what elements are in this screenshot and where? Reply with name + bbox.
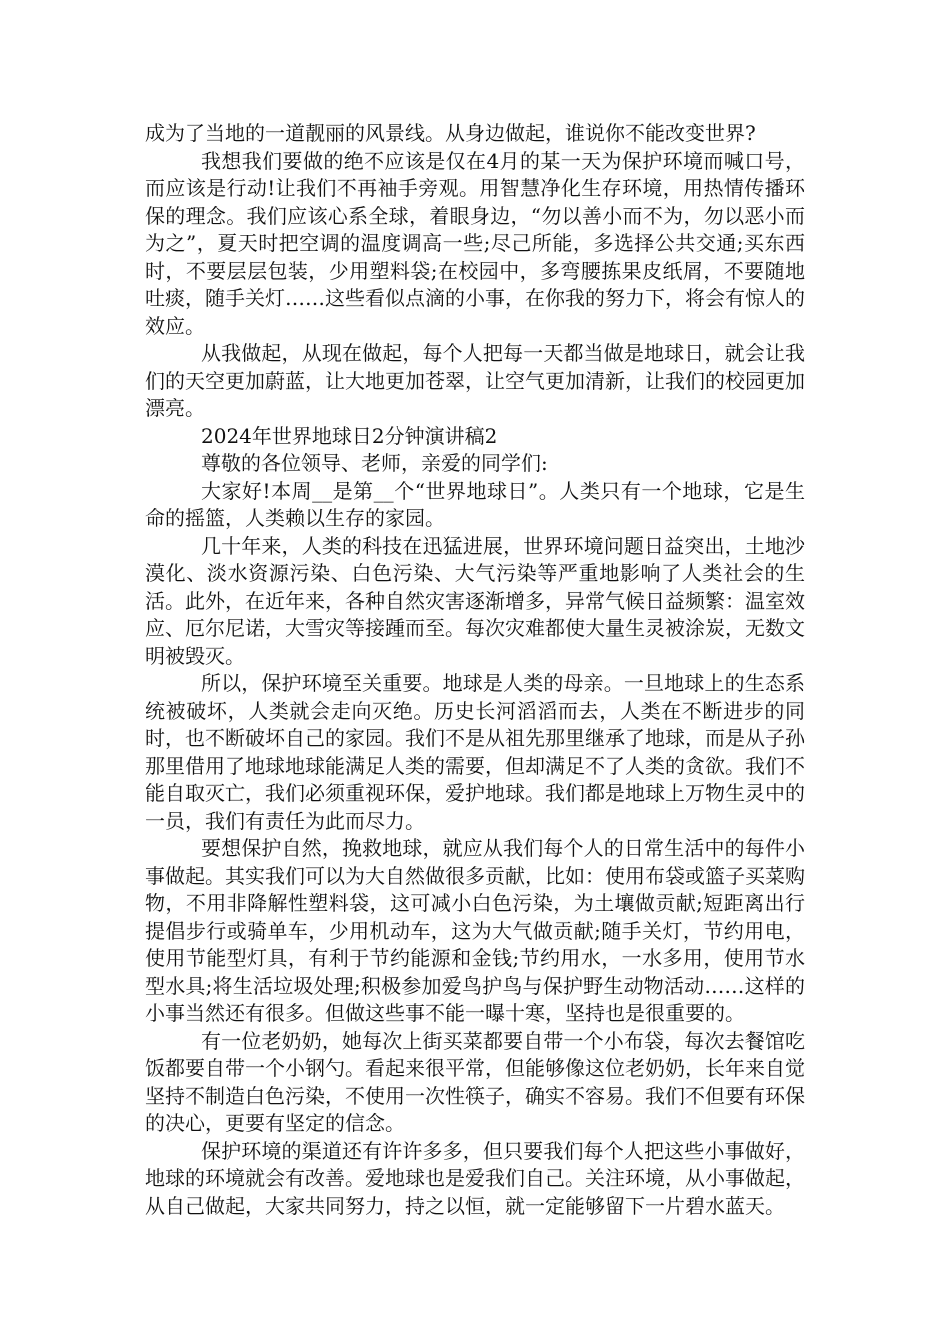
paragraph-2: 我想我们要做的绝不应该是仅在4月的某一天为保护环境而喊口号，而应该是行动!让我们不再袖手旁观。用智慧净化生存环境，用热情传播环保的理念。我们应该心系全球，着眼身边，“勿以善小而不为，勿以恶小而为之”，夏天时把空调的温度调高一些;尽己所能，多选择公共交通;买东西时，不要层层包装，少用塑料袋;在校园中，多弯腰拣果皮纸屑，不要随地吐痰，随手关灯……这些看似点滴的小事，在你我的努力下，将会有惊人的效应。 [145, 148, 805, 338]
speech-title: 2024年世界地球日2分钟演讲稿2 [201, 423, 498, 448]
paragraph-6: 大家好!本周__是第__个“世界地球日”。人类只有一个地球，它是生命的摇篮，人类赖以生存的家园。 [145, 478, 805, 530]
paragraph-3: 从我做起，从现在做起，每个人把每一天都当做是地球日，就会让我们的天空更加蔚蓝，让大地更加苍翠，让空气更加清新，让我们的校园更加漂亮。 [145, 341, 805, 420]
paragraph-11: 保护环境的渠道还有许许多多，但只要我们每个人把这些小事做好，地球的环境就会有改善。爱地球也是爱我们自己。关注环境，从小事做起，从自己做起，大家共同努力，持之以恒，就一定能够留下一片碧水蓝天。 [145, 1138, 805, 1218]
salutation: 尊敬的各位领导、老师，亲爱的同学们: [201, 451, 548, 475]
paragraph-10: 有一位老奶奶，她每次上街买菜都要自带一个小布袋，每次去餐馆吃饭都要自带一个小钢勺。看起来很平常，但能够像这位老奶奶，长年来自觉坚持不制造白色污染，不使用一次性筷子，确实不容易。我们不但要有环保的决心，更要有坚定的信念。 [145, 1028, 805, 1135]
paragraph-1: 成为了当地的一道靓丽的风景线。从身边做起，谁说你不能改变世界? [145, 121, 756, 145]
paragraph-8: 所以，保护环境至关重要。地球是人类的母亲。一旦地球上的生态系统被破坏，人类就会走向灭绝。历史长河滔滔而去，人类在不断进步的同时，也不断破坏自己的家园。我们不是从祖先那里继承了地球，而是从子孙那里借用了地球地球能满足人类的需要，但却满足不了人类的贪欲。我们不能自取灭亡，我们必须重视环保，爱护地球。我们都是地球上万物生灵中的一员，我们有责任为此而尽力。 [145, 671, 805, 833]
paragraph-7: 几十年来，人类的科技在迅猛进展，世界环境问题日益突出，土地沙漠化、淡水资源污染、白色污染、大气污染等严重地影响了人类社会的生活。此外，在近年来，各种自然灾害逐渐增多，异常气候日益频繁：温室效应、厄尔尼诺，大雪灾等接踵而至。每次灾难都使大量生灵被涂炭，无数文明被毁灭。 [145, 533, 805, 668]
paragraph-9: 要想保护自然，挽救地球，就应从我们每个人的日常生活中的每件小事做起。其实我们可以为大自然做很多贡献，比如：使用布袋或篮子买菜购物，不用非降解性塑料袋，这可减小白色污染，为土壤做贡献;短距离出行提倡步行或骑单车，少用机动车，这为大气做贡献;随手关灯，节约用电，使用节能型灯具，有利于节约能源和金钱;节约用水，一水多用，使用节水型水具;将生活垃圾处理;积极参加爱鸟护鸟与保护野生动物活动……这样的小事当然还有很多。但做这些事不能一曝十寒，坚持也是很重要的。 [145, 836, 805, 1025]
document-body [145, 120, 805, 1220]
